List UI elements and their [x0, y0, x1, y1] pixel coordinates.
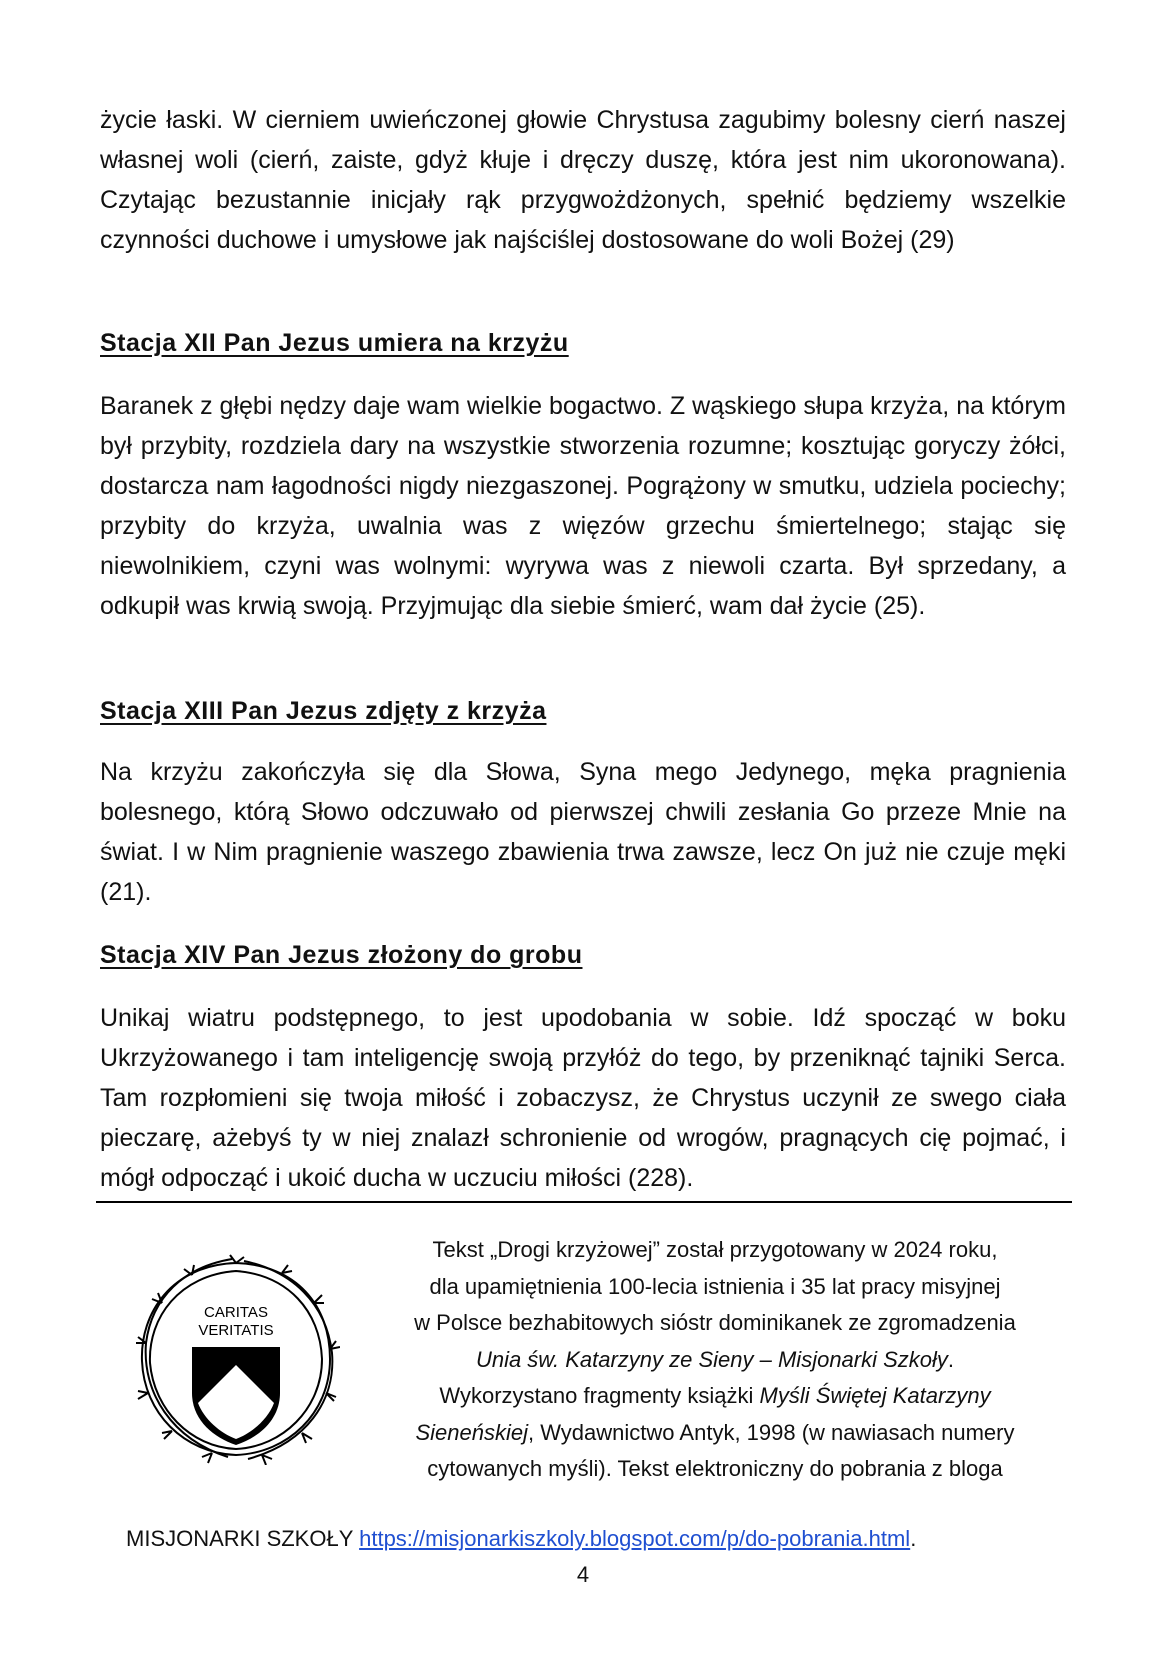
intro-paragraph: życie łaski. W cierniem uwieńczonej głowie Chrystusa zagubimy bolesny cierń naszej własnej woli (cierń, zaiste, gdyż kłuje i dręczy duszę, która jest nim ukoronowana). Czytając bezustannie inicjały rąk przygwożdżonych, spełnić będziemy wszelkie czynności duchowe i umysłowe jak najściślej dostosowane do woli Bożej (29): [100, 106, 1066, 254]
dominican-shield-icon: [192, 1347, 280, 1445]
logo-text-caritas: CARITAS: [204, 1304, 268, 1321]
source-line: [126, 1523, 1046, 1555]
congregation-name: Unia św. Katarzyny ze Sieny – Misjonarki Szkoły: [475, 1346, 948, 1372]
colophon-line-4: [360, 1342, 1070, 1379]
colophon-line-5-start: Wykorzystano fragmenty książki: [439, 1383, 760, 1408]
station-14-text: Unikaj wiatru podstępnego, to jest upodobania w sobie. Idź spocząć w boku Ukrzyżowanego i tam inteligencję swoją przyłóż do tego, by przeniknąć tajniki Serca. Tam rozpłomieni się twoja miłość i zobaczysz, że Chrystus uczynił ze swego ciała pieczarę, ażebyś ty w niej znalazł schronienie od wrogów, pragnących cię pojmać, i mógł odpocząć i ukoić ducha w uczuciu miłości (228).: [100, 1004, 1066, 1192]
book-title-part-1: Myśli Świętej Katarzyny: [759, 1383, 991, 1408]
colophon-line-5: [360, 1378, 1070, 1415]
colophon-line-4-end: .: [947, 1346, 955, 1372]
station-12-text: Baranek z głębi nędzy daje wam wielkie bogactwo. Z wąskiego słupa krzyża, na którym był przybity, rozdziela dary na wszystkie stworzenia rozumne; kosztując goryczy żółci, dostarcza nam łagodności nigdy niezgaszonej. Pogrążony w smutku, udziela pociechy; przybity do krzyża, uwalnia was z więzów grzechu śmiertelnego; stając się niewolnikiem, czyni was wolnymi: wyrywa was z niewoli czarta. Był sprzedany, a odkupił was krwią swoją. Przyjmując dla siebie śmierć, wam dał życie (25).: [100, 392, 1066, 620]
page-number: 4: [576, 1562, 590, 1587]
station-13-text: Na krzyżu zakończyła się dla Słowa, Syna mego Jedynego, męka pragnienia bolesnego, którą Słowo odczuwało od pierwszej chwili zesłania Go przeze Mnie na świat. I w Nim pragnienie waszego zbawienia trwa zawsze, lecz On już nie czuje męki (21).: [100, 758, 1066, 906]
footer-divider: [96, 1201, 1072, 1203]
logo-text-veritatis: VERITATIS: [198, 1322, 274, 1339]
book-title-part-2: Sieneńskiej: [415, 1419, 529, 1445]
station-14-heading: Stacja XIV Pan Jezus złożony do grobu: [100, 941, 583, 969]
colophon-line-2: dla upamiętnienia 100-lecia istnienia i 35 lat pracy misyjnej: [429, 1273, 1001, 1299]
colophon-line-3: w Polsce bezhabitowych sióstr dominikanek ze zgromadzenia: [414, 1310, 1016, 1335]
blog-name: MISJONARKI SZKOŁY: [126, 1526, 360, 1551]
caritas-veritatis-crown-of-thorns-logo: [132, 1253, 340, 1465]
colophon-line-6: [360, 1415, 1070, 1452]
colophon-line-7: cytowanych myśli). Tekst elektroniczny do pobrania z bloga: [427, 1456, 1003, 1481]
download-link[interactable]: https://misjonarkiszkoly.blogspot.com/p/do-pobrania.html: [359, 1526, 911, 1551]
station-12-heading: Stacja XII Pan Jezus umiera na krzyżu: [100, 329, 569, 357]
colophon-line-1: Tekst „Drogi krzyżowej” został przygotowany w 2024 roku,: [432, 1237, 998, 1262]
station-13-heading: Stacja XIII Pan Jezus zdjęty z krzyża: [100, 697, 547, 725]
colophon-line-6-end: , Wydawnictwo Antyk, 1998 (w nawiasach numery: [528, 1419, 1015, 1445]
colophon: [360, 1232, 1070, 1488]
source-suffix: .: [910, 1526, 917, 1551]
